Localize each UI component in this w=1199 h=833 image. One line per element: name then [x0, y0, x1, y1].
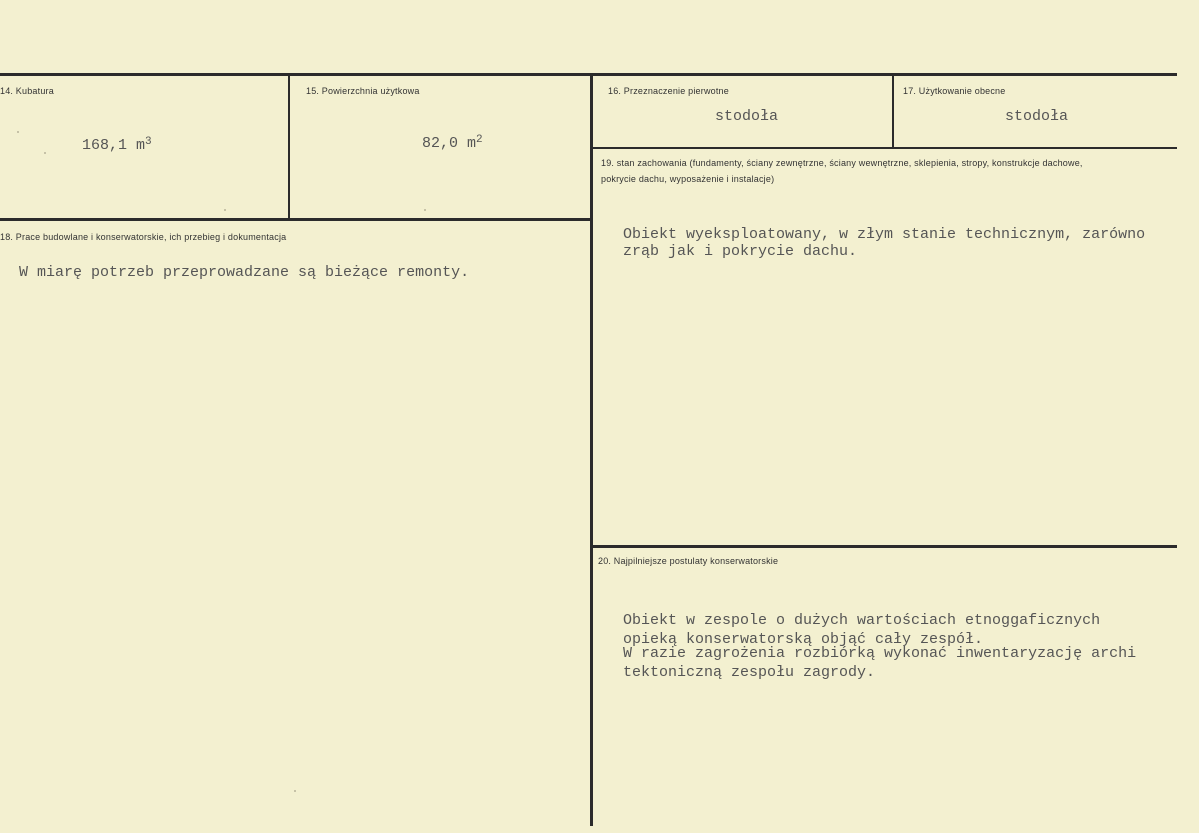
area-value: 82,0 m	[422, 135, 477, 152]
field-14-label: 14. Kubatura	[0, 86, 54, 96]
rule-above-20	[593, 545, 1177, 548]
paper-speck	[44, 152, 46, 154]
divider-16-17	[892, 76, 894, 148]
area-unit-exponent: 2	[476, 134, 483, 146]
paper-speck	[424, 209, 426, 211]
field-19-line-1: Obiekt wyeksploatowany, w złym stanie technicznym, zarówno	[623, 226, 1146, 243]
field-20-line-4: tektoniczną zespołu zagrody.	[623, 664, 876, 681]
paper-speck	[17, 131, 19, 133]
field-18-label: 18. Prace budowlane i konserwatorskie, ich przebieg i dokumentacja	[0, 232, 287, 242]
field-19-label: 19. stan zachowania (fundamenty, ściany zewnętrzne, ściany wewnętrzne, sklepienia, stropy, konstrukcje dachowe, pokrycie dachu, wyposażenie i instalacje)	[601, 158, 1083, 184]
field-20-line-1: Obiekt w zespole o dużych wartościach etnoggaficznych	[623, 612, 1101, 629]
field-20-line-3: W razie zagrożenia rozbiórką wykonać inwentaryzację archi	[623, 645, 1137, 662]
field-19-line-2: zrąb jak i pokrycie dachu.	[623, 243, 858, 260]
field-14-value	[82, 137, 152, 154]
divider-15-16	[590, 76, 593, 826]
top-rule	[0, 73, 1177, 76]
field-20-line-2: opieką konserwatorską objąć cały zespół.	[623, 631, 984, 648]
field-17-value: stodoła	[1005, 108, 1069, 125]
field-16-label: 16. Przeznaczenie pierwotne	[608, 86, 729, 96]
field-15-label: 15. Powierzchnia użytkowa	[306, 86, 420, 96]
field-16-value: stodoła	[715, 108, 779, 125]
field-18-value: W miarę potrzeb przeprowadzane są bieżące remonty.	[19, 264, 470, 281]
volume-value: 168,1 m	[82, 137, 146, 154]
paper-speck	[294, 790, 296, 792]
paper-speck	[224, 209, 226, 211]
field-20-label: 20. Najpilniejsze postulaty konserwatorskie	[598, 556, 779, 566]
rule-under-14-15	[0, 218, 590, 221]
divider-14-15	[288, 76, 290, 220]
field-15-value	[422, 135, 483, 152]
rule-under-16-17	[593, 147, 1177, 149]
volume-unit-exponent: 3	[145, 136, 152, 148]
field-17-label: 17. Użytkowanie obecne	[903, 86, 1006, 96]
